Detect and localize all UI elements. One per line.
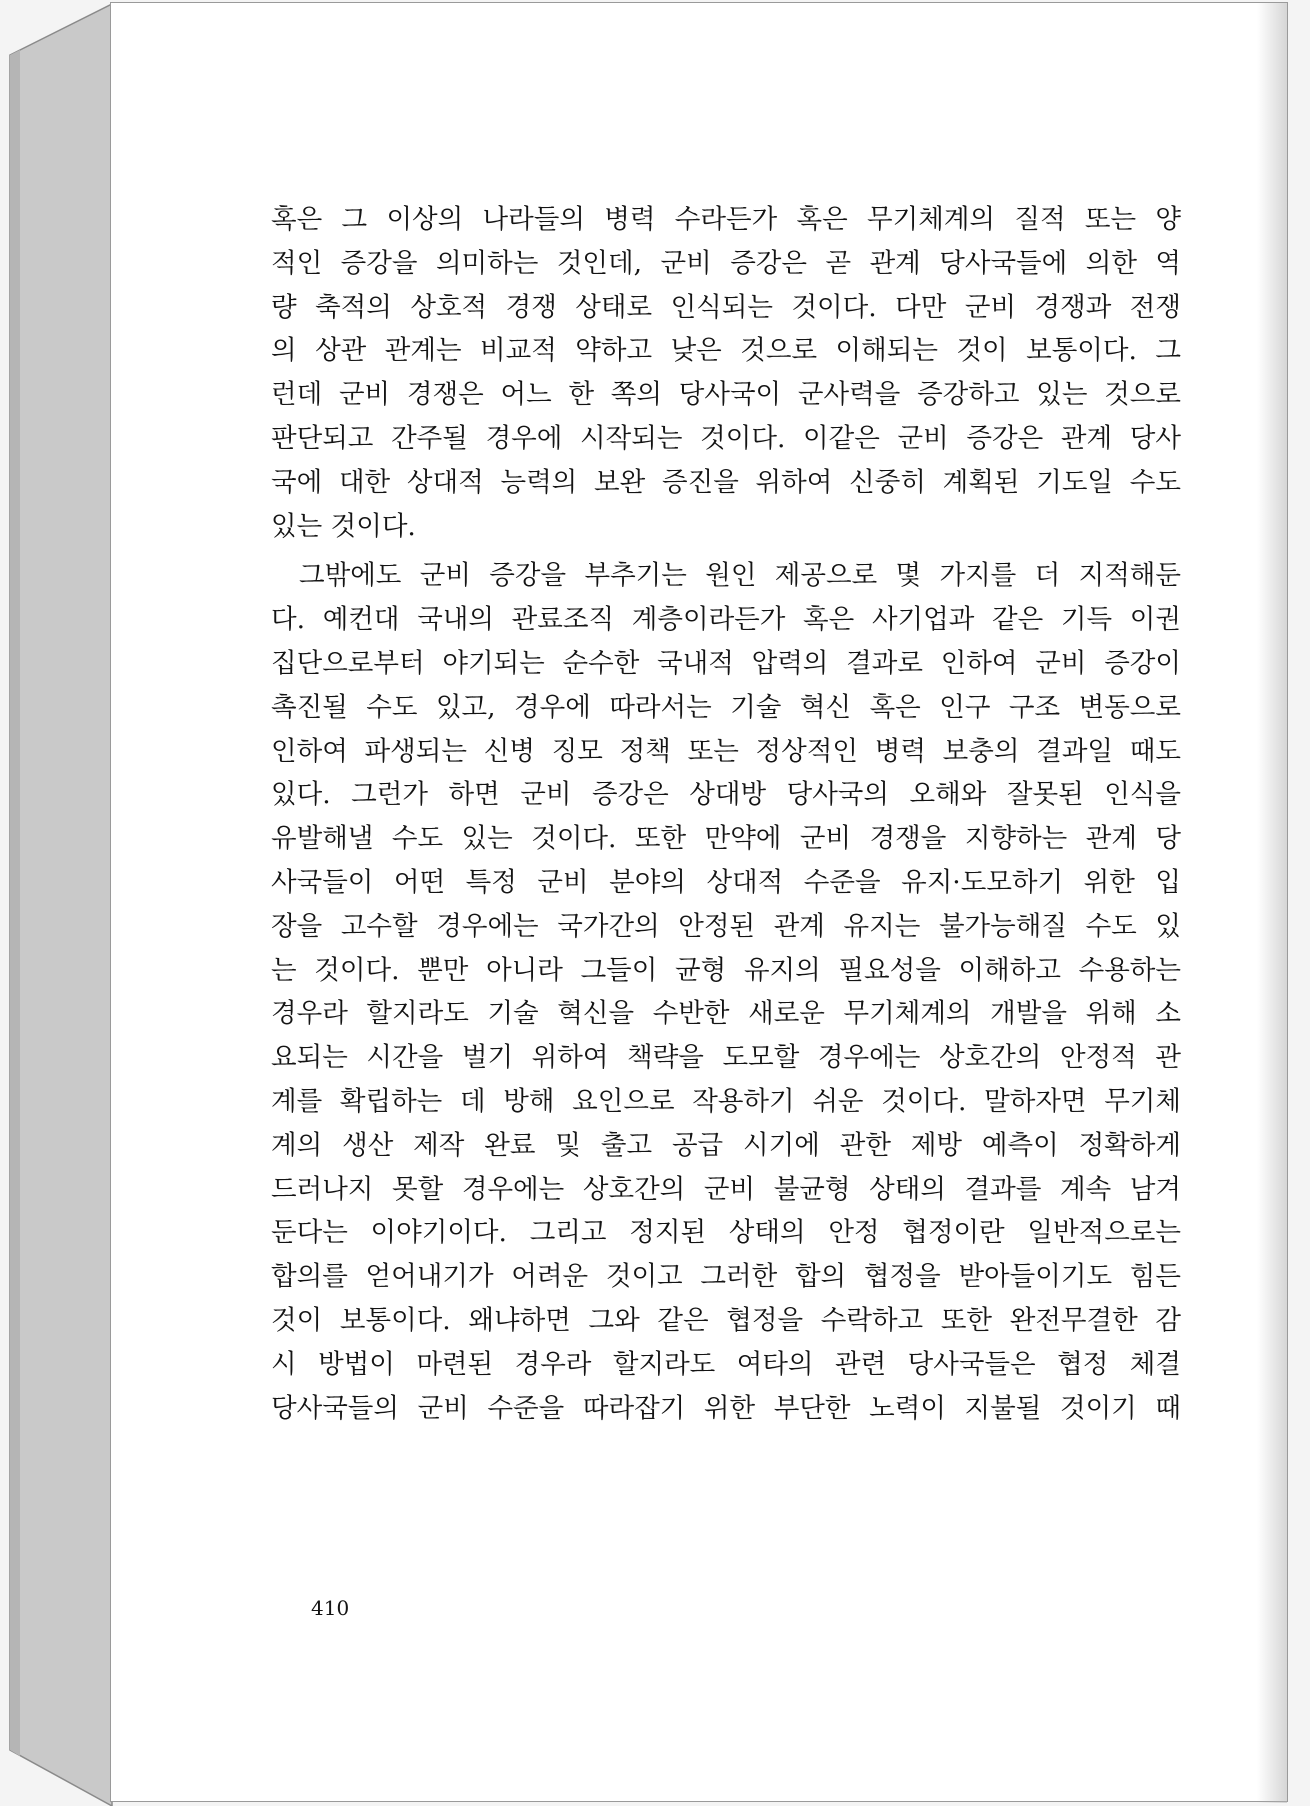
text-line: 계의 생산 제작 완료 및 출고 공급 시기에 관한 제방 예측이 정확하게 bbox=[271, 1129, 1181, 1161]
paragraph bbox=[271, 554, 1181, 1430]
text-line: 유발해낼 수도 있는 것이다. 또한 만약에 군비 경쟁을 지향하는 관계 당 bbox=[271, 823, 1181, 855]
page-edge-shadow bbox=[1257, 3, 1287, 1803]
text-line: 의 상관 관계는 비교적 약하고 낮은 것으로 이해되는 것이 보통이다. 그 bbox=[271, 335, 1181, 367]
text-line: 는 것이다. 뿐만 아니라 그들이 균형 유지의 필요성을 이해하고 수용하는 bbox=[271, 954, 1181, 986]
body-text bbox=[271, 198, 1181, 1430]
text-line: 런데 군비 경쟁은 어느 한 쪽의 당사국이 군사력을 증강하고 있는 것으로 bbox=[271, 379, 1181, 411]
text-line: 인하여 파생되는 신병 징모 정책 또는 정상적인 병력 보충의 결과일 때도 bbox=[271, 735, 1181, 767]
text-line: 시 방법이 마련된 경우라 할지라도 여타의 관련 당사국들은 협정 체결 bbox=[271, 1348, 1181, 1380]
text-line: 혹은 그 이상의 나라들의 병력 수라든가 혹은 무기체계의 질적 또는 양 bbox=[271, 204, 1181, 235]
text-line: 계를 확립하는 데 방해 요인으로 작용하기 쉬운 것이다. 말하자면 무기체 bbox=[271, 1085, 1181, 1117]
text-line: 둔다는 이야기이다. 그리고 정지된 상태의 안정 협정이란 일반적으로는 bbox=[271, 1217, 1181, 1249]
text-line: 적인 증강을 의미하는 것인데, 군비 증강은 곧 관계 당사국들에 의한 역 bbox=[271, 247, 1181, 279]
text-line: 것이 보통이다. 왜냐하면 그와 같은 협정을 수락하고 또한 완전무결한 감 bbox=[271, 1304, 1181, 1336]
document-page bbox=[110, 2, 1288, 1802]
text-line: 국에 대한 상대적 능력의 보완 증진을 위하여 신중히 계획된 기도일 수도 bbox=[271, 466, 1181, 498]
text-line: 요되는 시간을 벌기 위하여 책략을 도모할 경우에는 상호간의 안정적 관 bbox=[271, 1042, 1181, 1074]
text-line: 사국들이 어떤 특정 군비 분야의 상대적 수준을 유지·도모하기 위한 입 bbox=[271, 866, 1181, 898]
text-line: 있는 것이다. bbox=[271, 510, 416, 542]
book-spine bbox=[0, 0, 120, 1806]
text-line: 당사국들의 군비 수준을 따라잡기 위한 부단한 노력이 지불될 것이기 때 bbox=[271, 1392, 1181, 1424]
text-line: 판단되고 간주될 경우에 시작되는 것이다. 이같은 군비 증강은 관계 당사 bbox=[271, 422, 1181, 454]
text-line: 경우라 할지라도 기술 혁신을 수반한 새로운 무기체계의 개발을 위해 소 bbox=[271, 998, 1181, 1030]
text-line: 집단으로부터 야기되는 순수한 국내적 압력의 결과로 인하여 군비 증강이 bbox=[271, 647, 1181, 679]
text-line: 있다. 그런가 하면 군비 증강은 상대방 당사국의 오해와 잘못된 인식을 bbox=[271, 779, 1181, 811]
text-line: 촉진될 수도 있고, 경우에 따라서는 기술 혁신 혹은 인구 구조 변동으로 bbox=[271, 691, 1181, 723]
paragraph bbox=[271, 198, 1181, 548]
text-line: 량 축적의 상호적 경쟁 상태로 인식되는 것이다. 다만 군비 경쟁과 전쟁 bbox=[271, 291, 1181, 323]
text-line: 드러나지 못할 경우에는 상호간의 군비 불균형 상태의 결과를 계속 남겨 bbox=[271, 1173, 1181, 1205]
text-line: 장을 고수할 경우에는 국가간의 안정된 관계 유지는 불가능해질 수도 있 bbox=[271, 910, 1181, 942]
text-line: 합의를 얻어내기가 어려운 것이고 그러한 합의 협정을 받아들이기도 힘든 bbox=[271, 1261, 1181, 1293]
text-line: 그밖에도 군비 증강을 부추기는 원인 제공으로 몇 가지를 더 지적해둔 bbox=[299, 560, 1181, 592]
page-number: 410 bbox=[311, 1596, 350, 1620]
text-line: 다. 예컨대 국내의 관료조직 계층이라든가 혹은 사기업과 같은 기득 이권 bbox=[271, 604, 1181, 636]
